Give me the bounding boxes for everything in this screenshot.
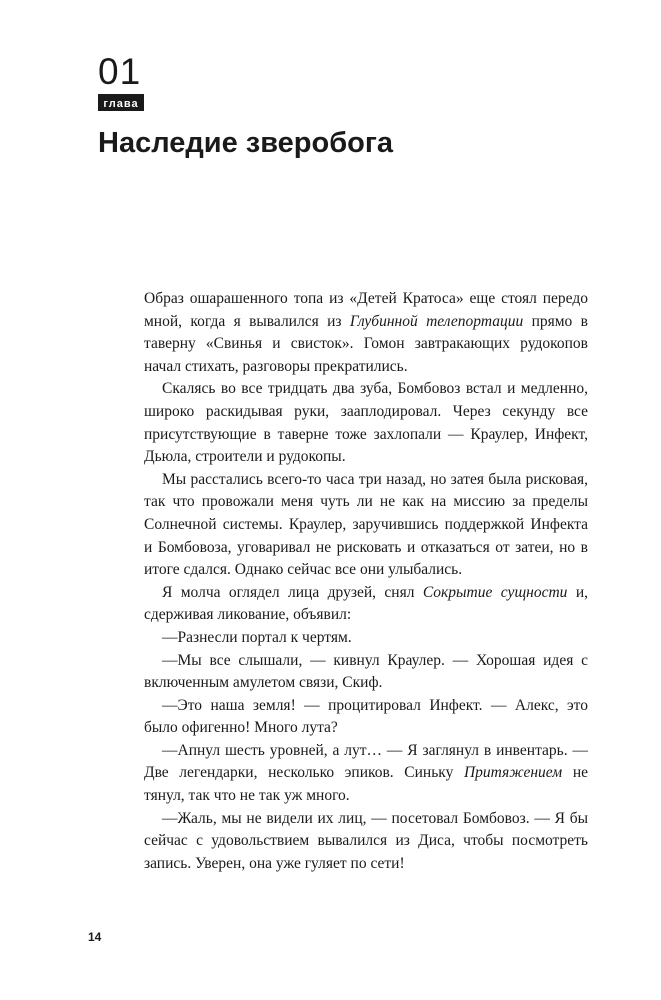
chapter-title: Наследие зверобога bbox=[98, 127, 394, 159]
dialogue-line bbox=[144, 650, 588, 695]
page-number: 14 bbox=[88, 930, 102, 944]
paragraph-text: —Жаль, мы не видели их лиц, — посетовал Бомбовоз. — Я бы сейчас с удовольствием вывалился из Диса, чтобы посмотреть запись. Уверен, она уже гуляет по сети! bbox=[144, 809, 588, 872]
dialogue-line bbox=[144, 740, 588, 808]
paragraph-text: —Разнесли портал к чертям. bbox=[162, 628, 352, 646]
paragraph-text: —Мы все слышали, — кивнул Краулер. — Хорошая идея с включенным амулетом связи, Скиф. bbox=[144, 651, 588, 692]
paragraph bbox=[144, 378, 588, 468]
paragraph-text: не тянул, так что не так уж много. bbox=[144, 764, 588, 805]
paragraph-text: Мы расстались всего-то часа три назад, но затея была рисковая, так что провожали меня чуть ли не как на миссию за пределы Солнечной системы. Краулер, заручившись поддержкой Инфекта и Бомбовоза, уговаривал не рисковать и отказаться от затеи, но в итоге сдался. Однако сейчас все они улыбались. bbox=[144, 470, 588, 579]
italic-term: Сокрытие сущности bbox=[422, 583, 568, 601]
paragraph-text: Я молча оглядел лица друзей, снял bbox=[162, 583, 423, 601]
dialogue-line bbox=[144, 695, 588, 740]
paragraph-text: —Это наша земля! — процитировал Инфект. — Алекс, это было офигенно! Много лута? bbox=[144, 696, 588, 737]
chapter-label: глава bbox=[98, 97, 144, 111]
paragraph-text: прямо в таверну «Свинья и свисток». Гомон завтракающих рудокопов начал стихать, разговоры прекратились. bbox=[144, 312, 588, 375]
body-text bbox=[144, 288, 588, 875]
paragraph bbox=[144, 582, 588, 627]
paragraph bbox=[144, 469, 588, 582]
paragraph-text: Скалясь во все тридцать два зуба, Бомбовоз встал и медленно, широко раскидывая руки, зааплодировал. Через секунду все присутствующие в таверне тоже захлопали — Краулер, Инфект, Дьюла, строители и рудокопы. bbox=[144, 380, 588, 466]
paragraph-text: —Апнул шесть уровней, а лут… — Я заглянул в инвентарь. — Две легендарки, несколько эпиков. Синьку bbox=[144, 741, 588, 782]
italic-term: Глубинной телепортации bbox=[349, 312, 524, 330]
italic-term: Притяжением bbox=[463, 764, 563, 782]
paragraph bbox=[144, 288, 588, 378]
dialogue-line bbox=[144, 627, 588, 650]
dialogue-line bbox=[144, 808, 588, 876]
chapter-number: 01 bbox=[98, 51, 142, 92]
paragraph-text: Образ ошарашенного топа из «Детей Кратоса» еще стоял передо мной, когда я вывалился из bbox=[144, 290, 588, 330]
paragraph-text: и, сдерживая ликование, объявил: bbox=[144, 583, 588, 624]
